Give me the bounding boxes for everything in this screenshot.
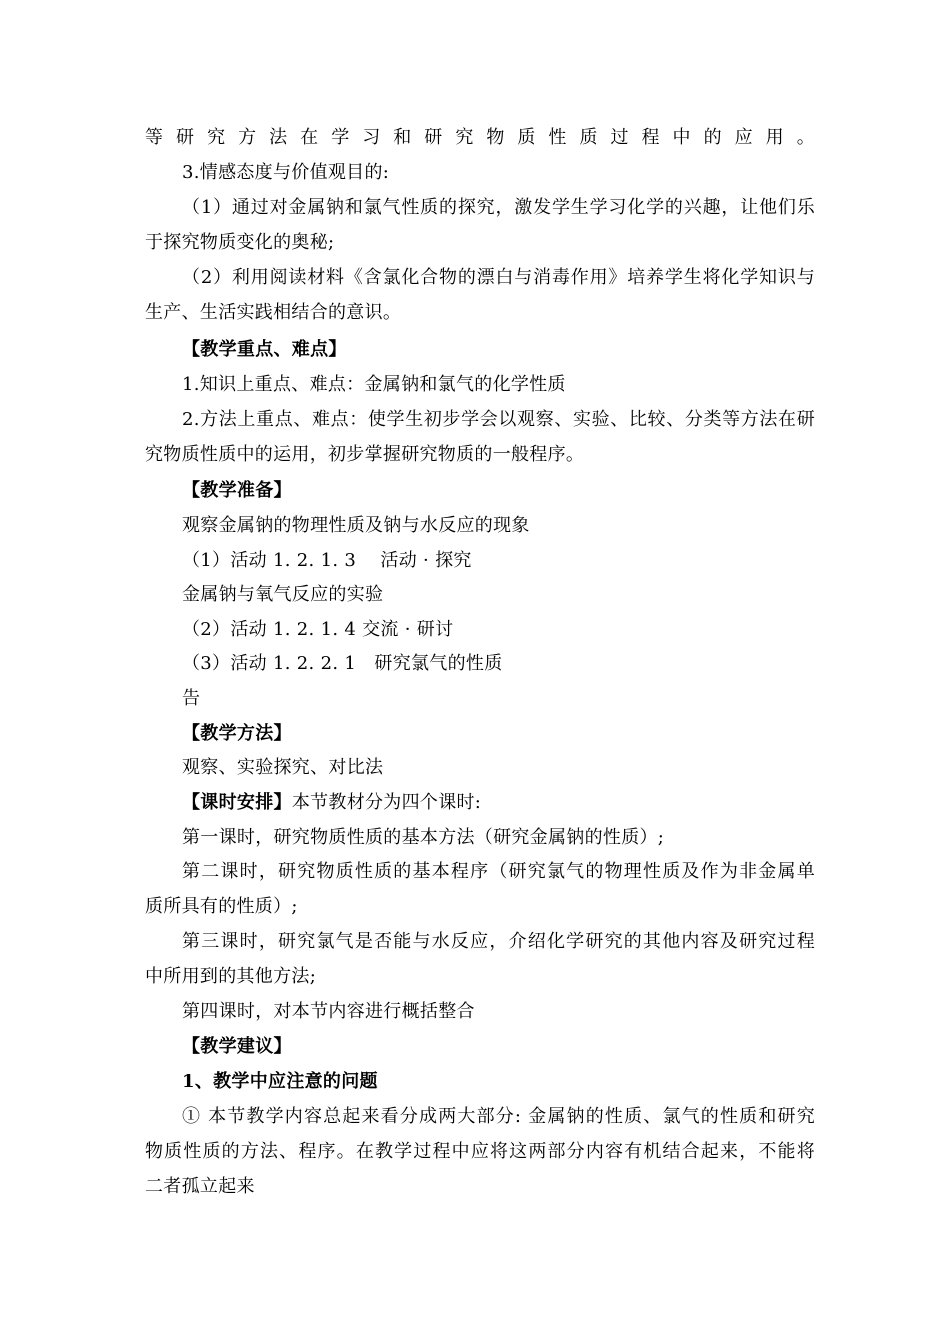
subheading-issues: 1、教学中应注意的问题 — [182, 1071, 378, 1092]
text-line-20 — [182, 791, 852, 815]
text-line-13: （1）活动 1. 2. 1. 3 活动 · 探究 — [182, 550, 472, 571]
text-line-6: 生产、生活实践相结合的意识。 — [145, 302, 402, 323]
text-line-32: 二者孤立起来 — [145, 1176, 255, 1197]
text-line-10: 究物质性质中的运用，初步掌握研究物质的一般程序。 — [145, 444, 585, 465]
text-line-26: 第四课时，对本节内容进行概括整合 — [182, 1001, 475, 1022]
text-line-22: 第二课时，研究物质性质的基本程序（研究氯气的物理性质及作为非金属单 — [182, 861, 815, 882]
text-line-2: 3.情感态度与价值观目的: — [182, 162, 390, 183]
heading-methods: 【教学方法】 — [182, 723, 292, 744]
heading-suggestions: 【教学建议】 — [182, 1036, 292, 1057]
schedule-intro: 本节教材分为四个课时: — [291, 792, 482, 813]
text-line-9: 2.方法上重点、难点：使学生初步学会以观察、实验、比较、分类等方法在研 — [182, 409, 815, 430]
heading-preparation: 【教学准备】 — [182, 480, 292, 501]
text-line-24: 第三课时，研究氯气是否能与水反应，介绍化学研究的其他内容及研究过程 — [182, 931, 815, 952]
text-line-4: 于探究物质变化的奥秘; — [145, 232, 335, 253]
text-line-15: （2）活动 1. 2. 1. 4 交流 · 研讨 — [182, 619, 454, 640]
text-line-16: （3）活动 1. 2. 2. 1 研究氯气的性质 — [182, 653, 503, 674]
text-line-17: 告 — [182, 688, 201, 709]
heading-schedule: 【课时安排】 — [182, 792, 292, 813]
text-line-30: ① 本节教学内容总起来看分成两大部分: 金属钠的性质、氯气的性质和研究 — [182, 1106, 815, 1127]
text-line-12: 观察金属钠的物理性质及钠与水反应的现象 — [182, 515, 530, 536]
text-line-5: （2）利用阅读材料《含氯化合物的漂白与消毒作用》培养学生将化学知识与 — [182, 267, 815, 288]
text-line-25: 中所用到的其他方法; — [145, 966, 317, 987]
text-line-31: 物质性质的方法、程序。在教学过程中应将这两部分内容有机结合起来，不能将 — [145, 1141, 815, 1162]
text-line-21: 第一课时，研究物质性质的基本方法（研究金属钠的性质）; — [182, 827, 665, 848]
heading-key-points: 【教学重点、难点】 — [182, 339, 347, 360]
text-line-8: 1.知识上重点、难点：金属钠和氯气的化学性质 — [182, 374, 566, 395]
text-line-14: 金属钠与氧气反应的实验 — [182, 584, 384, 605]
text-line-19: 观察、实验探究、对比法 — [182, 757, 384, 778]
text-line-1: 等研究方法在学习和研究物质性质过程中的应用。 — [145, 127, 815, 148]
text-line-23: 质所具有的性质）; — [145, 896, 298, 917]
text-line-3: （1）通过对金属钠和氯气性质的探究，激发学生学习化学的兴趣，让他们乐 — [182, 197, 815, 218]
